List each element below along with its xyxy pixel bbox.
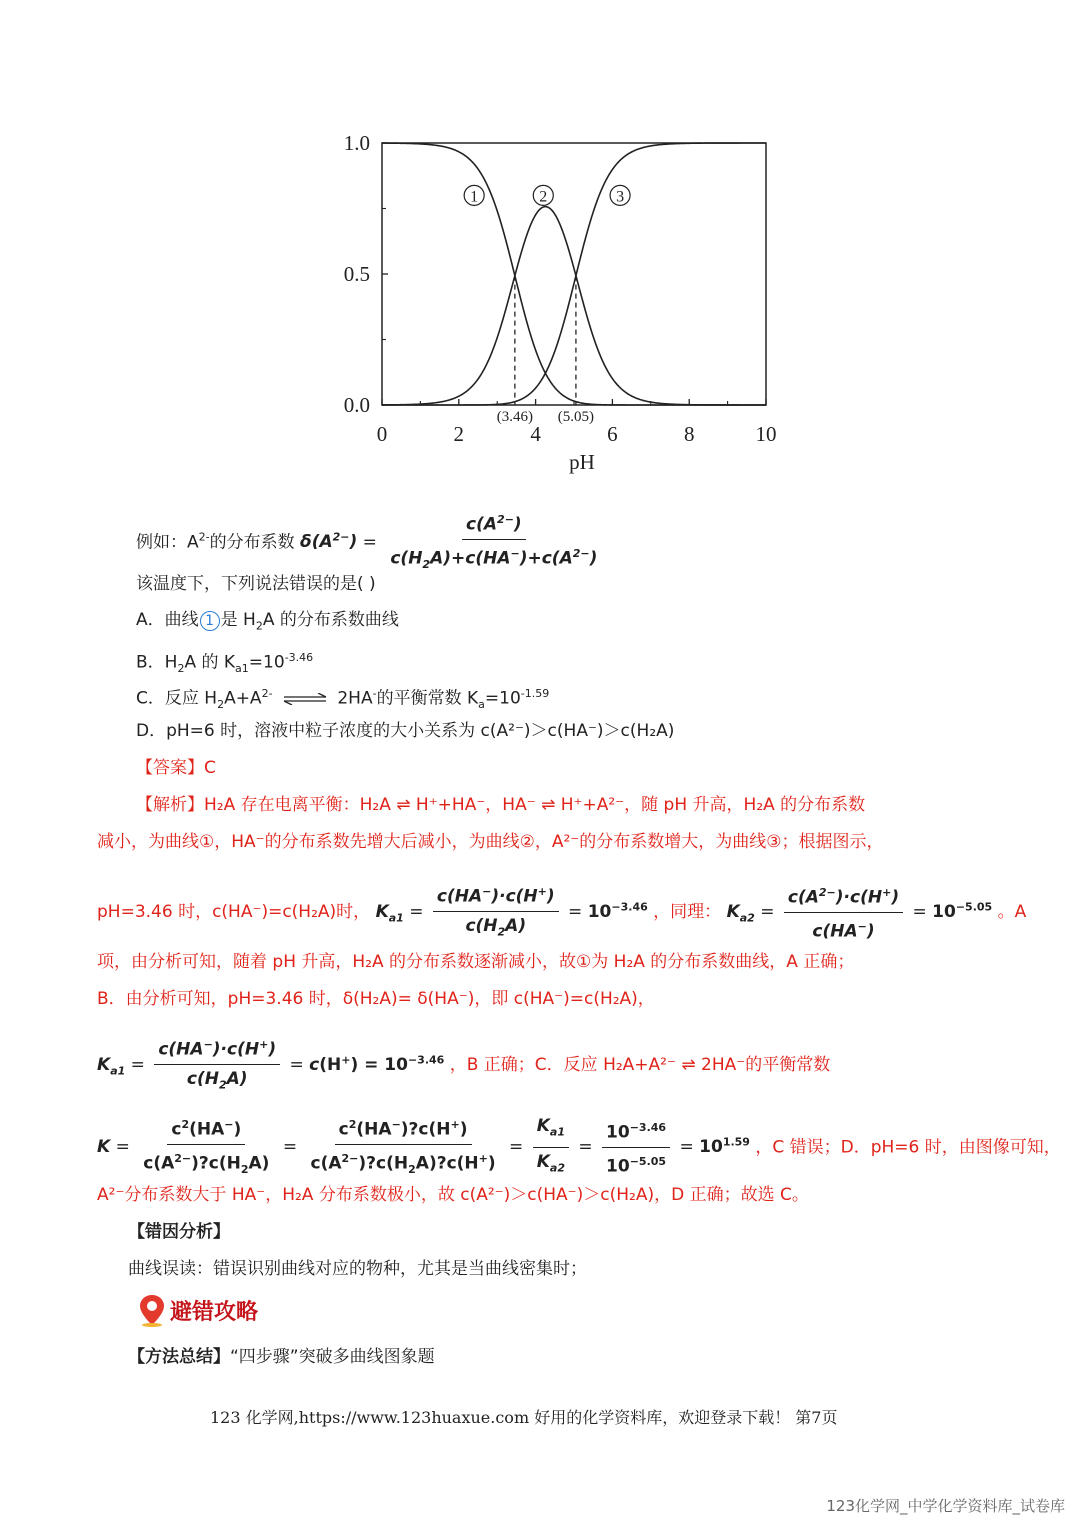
analysis-line-8: A²⁻分布系数大于 HA⁻，H₂A 分布系数极小，故 c(A²⁻)＞c(HA⁻)＞c(H₂A)，D 正确；故选 C。 xyxy=(97,1185,809,1205)
y-tick-label: 0.0 xyxy=(343,393,370,417)
watermark: 123化学网_中学化学资料库_试卷库 xyxy=(826,1497,1065,1515)
method-line: 【方法总结】“四步骤”突破多曲线图象题 xyxy=(128,1347,435,1367)
plot-frame xyxy=(382,143,766,405)
example-line: 例如：$A^{2-}$的分布系数 $\delta(A^{2-})$ = $\frac{c(A^{2-})}{c(H_2A)+c(HA^-)+c(A^{2-})}$ xyxy=(136,508,605,577)
y-tick-label: 1.0 xyxy=(343,131,370,155)
x-tick-label: 4 xyxy=(530,422,541,446)
analysis-line-3: pH=3.46 时，c(HA⁻)=c(H₂A)时， $K_{a1}$ = $\frac{c(HA^-)\cdot c(H^+)}{c(H_2A)}$ = $10^{-3.46}$ ，同理： $K_{a2}$ = $\frac{c(A^{2-})\cdot c(H^+)}{c(HA^-)}$ = $10^{-5.05}$ 。A xyxy=(97,880,1026,944)
curve-label: 3 xyxy=(616,188,625,206)
analysis-line-4: 项，由分析可知，随着 pH 升高，H₂A 的分布系数逐渐减小，故①为 H₂A 的分布系数曲线，A 正确； xyxy=(97,952,855,972)
x-tick-label: 6 xyxy=(607,422,618,446)
avoid-heading: 避错攻略 xyxy=(138,1293,258,1327)
curve-1 xyxy=(382,143,766,405)
x-tick-label: 10 xyxy=(755,422,777,446)
question-text: 该温度下，下列说法错误的是( ) xyxy=(136,574,376,594)
analysis-line-7: K = $\frac{c^2(HA^-)}{c(A^{2-})?c(H_2A)}$ = $\frac{c^2(HA^-)?c(H^+)}{c(A^{2-})?c(H_2A)?c(H^+)}$ = $\frac{K_{a1}}{K_{a2}}$ = $\frac{10^{-3.46}}{10^{-5.05}}$ = $10^{1.59}$ ，C 错误；D．pH=6 时，由图像可知， xyxy=(97,1113,1061,1182)
option-c: C．反应 $H_2A+A^{2-}$ 2HA-的平衡常数 $K_a=10^{-1.59}$ xyxy=(136,687,550,712)
curve-label: 1 xyxy=(470,188,479,206)
y-tick-label: 0.5 xyxy=(343,262,370,286)
location-pin-icon xyxy=(138,1293,166,1327)
distribution-chart xyxy=(330,125,790,480)
answer-line: 【答案】C xyxy=(136,758,216,778)
error-heading: 【错因分析】 xyxy=(128,1222,230,1242)
x-tick-label: 2 xyxy=(453,422,465,446)
analysis-line-2: 减小，为曲线①，HA⁻的分布系数先增大后减小，为曲线②，A²⁻的分布系数增大，为曲线③；根据图示， xyxy=(97,832,884,852)
option-a: A．曲线 1 是 $H_2A$ 的分布系数曲线 xyxy=(136,610,399,633)
marker-annotation: (5.05) xyxy=(557,409,595,425)
analysis-line-5: B．由分析可知，pH=3.46 时，δ(H₂A)= δ(HA⁻)，即 c(HA⁻)=c(H₂A)， xyxy=(97,989,655,1009)
x-tick-label: 8 xyxy=(683,422,695,446)
x-axis-label: pH xyxy=(569,450,595,474)
x-tick-label: 0 xyxy=(376,422,388,446)
option-d: D．pH=6 时，溶液中粒子浓度的大小关系为 c(A²⁻)＞c(HA⁻)＞c(H₂A) xyxy=(136,721,675,741)
equilibrium-arrow-icon xyxy=(282,693,328,705)
analysis-line-6: $K_{a1}$ = $\frac{c(HA^-)\cdot c(H^+)}{c(H_2A)}$ = $c(H^+) = 10^{-3.46}$ ，B 正确；C．反应 H₂A+A²⁻ ⇌ 2HA⁻的平衡常数 xyxy=(97,1033,830,1097)
curve-label: 2 xyxy=(539,188,548,206)
page-footer: 123 化学网,https://www.123huaxue.com 好用的化学资料库，欢迎登录下载！ 第7页 xyxy=(210,1408,838,1427)
curve-3 xyxy=(382,143,766,405)
analysis-line-1: 【解析】H₂A 存在电离平衡：H₂A ⇌ H⁺+HA⁻，HA⁻ ⇌ H⁺+A²⁻，随 pH 升高，H₂A 的分布系数 xyxy=(136,795,866,815)
option-b: B．$H_2A$ 的 $K_{a1}=10^{-3.46}$ xyxy=(136,651,314,676)
curve-2 xyxy=(382,207,766,405)
marker-annotation: (3.46) xyxy=(496,409,533,425)
error-text: 曲线误读：错误识别曲线对应的物种，尤其是当曲线密集时； xyxy=(128,1259,587,1279)
